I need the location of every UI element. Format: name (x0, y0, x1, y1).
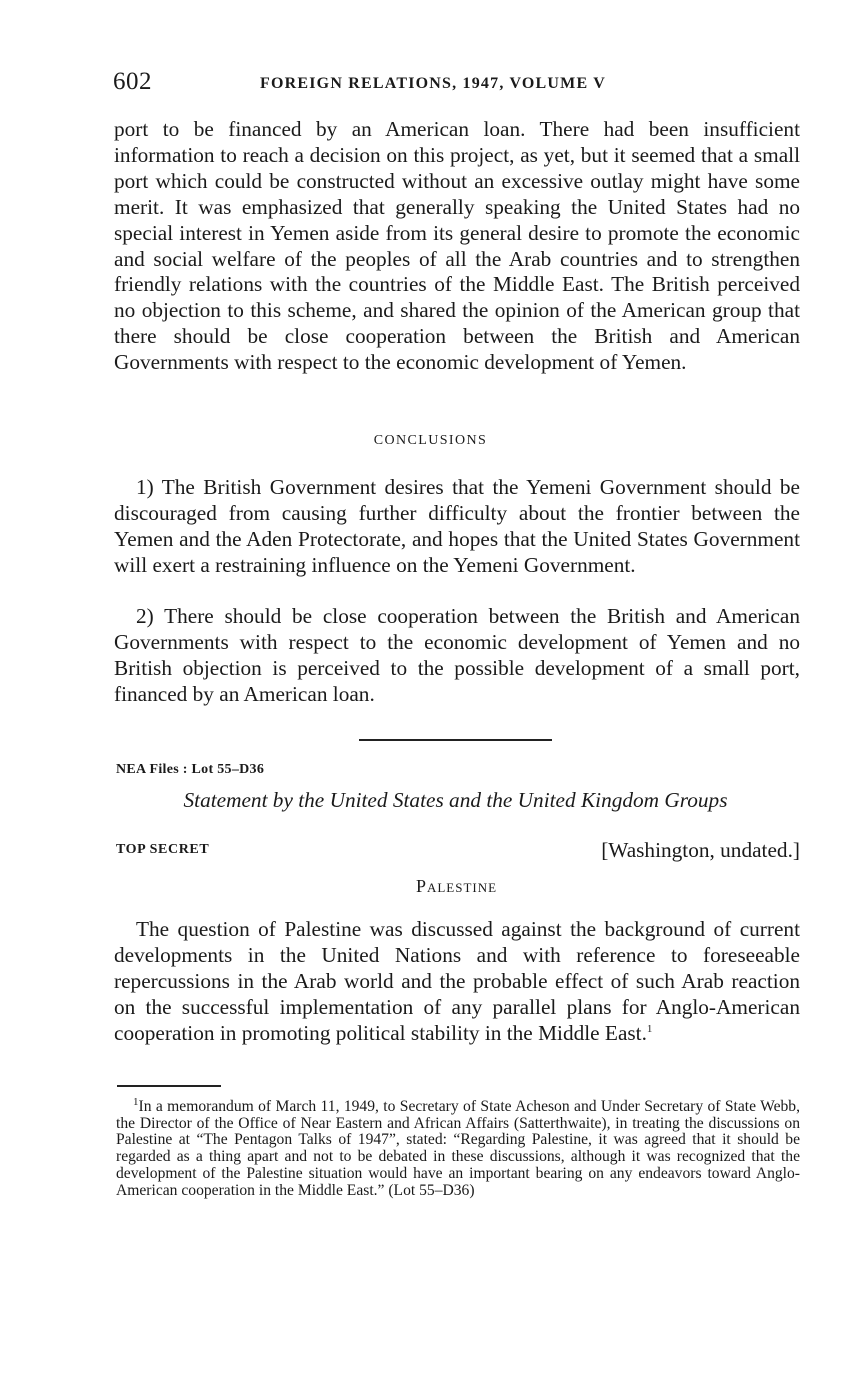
conclusion-item-1: 1) The British Government desires that the Yemeni Government should be discouraged from causing further difficulty about the frontier between the Yemen and the Aden Protectorate, and hopes that the United States Government will exert a restraining influence on the Yemeni Government. (114, 475, 800, 577)
conclusion-item-2: 2) There should be close cooperation between the British and American Governments with respect to the economic development of Yemen and no British objection is perceived to the possible development of a small port, financed by an American loan. (114, 604, 800, 706)
palestine-paragraph-text: The question of Palestine was discussed against the background of current developments in the United Nations and with reference to foreseeable repercussions in the Arab world and the probable effect of such Arab reaction on the successful implementation of any parallel plans for Anglo-American cooperation in promoting political stability in the Middle East. (114, 917, 800, 1045)
place-date: [Washington, undated.] (601, 838, 800, 862)
body-paragraph-yemen-port: port to be financed by an American loan. There had been insufficient information to reach a decision on this project, as yet, but it seemed that a small port which could be constructed without an excessive outlay might have some merit. It was emphasized that generally speaking the United States had no special interest in Yemen aside from its general desire to promote the economic and social welfare of the peoples of all the Arab countries and to strengthen friendly relations with the countries of the Middle East. The British perceived no objection to this scheme, and shared the opinion of the American group that there should be close cooperation between the British and American Governments with respect to the economic development of Yemen. (114, 117, 800, 375)
section-divider (359, 739, 552, 741)
file-reference: NEA Files : Lot 55–D36 (116, 762, 265, 777)
conclusions-heading: CONCLUSIONS (373, 433, 488, 448)
footnote-divider (117, 1085, 221, 1087)
footnote-text: In a memorandum of March 11, 1949, to Secretary of State Acheson and Under Secretary of State Webb, the Director of the Office of Near Eastern and African Affairs (Satterthwaite), in treating the discussions on Palestine at “The Pentagon Talks of 1947”, stated: “Regarding Palestine, it was agreed that it should be regarded as a thing apart and not to be debated in these discussions, although it was recognized that the development of the Palestine situation would have an important bearing on any endeavors toward Anglo-American cooperation in the Middle East.” (Lot 55–D36) (116, 1098, 800, 1199)
classification-label: TOP SECRET (116, 842, 210, 857)
footnote (116, 1095, 800, 1199)
page-number: 602 (113, 68, 152, 95)
footnote-reference[interactable]: 1 (646, 1022, 653, 1035)
document-title: Statement by the United States and the United Kingdom Groups (183, 788, 728, 812)
running-head: FOREIGN RELATIONS, 1947, VOLUME V (260, 75, 606, 92)
page-header (113, 68, 803, 100)
body-paragraph-palestine (114, 917, 800, 1047)
subject-heading: Palestine (415, 876, 498, 896)
footnote-marker: 1 (133, 1095, 139, 1108)
